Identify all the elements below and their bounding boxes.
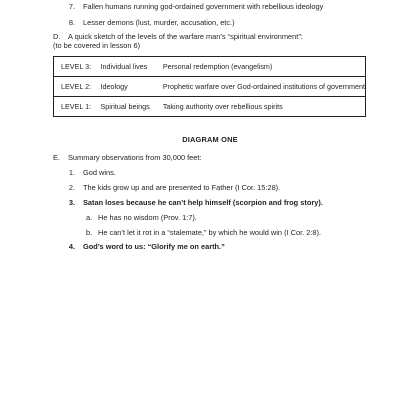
summary-item-3: Satan loses because he can’t help himself (scorpion and frog story). xyxy=(83,198,323,207)
level-description: Personal redemption (evangelism) xyxy=(163,57,366,77)
list-number-8: 8. xyxy=(68,18,75,27)
level-label: LEVEL 2: xyxy=(54,77,101,97)
level-name: Spiritual beings xyxy=(101,97,163,117)
list-item-8-text: Lesser demons (lust, murder, accusation, etc.) xyxy=(83,18,235,27)
subitem-b-text: He can’t let it rot in a “stalemate,” by which he would win (I Cor. 2:8). xyxy=(98,228,322,237)
level-description: Prophetic warfare over God-ordained institutions of government xyxy=(163,77,366,97)
section-d-marker: D. xyxy=(53,32,61,41)
summary-number-2: 2. xyxy=(68,183,75,192)
level-name: Individual lives xyxy=(101,57,163,77)
level-description: Taking authority over rebellious spirits xyxy=(163,97,366,117)
summary-number-1: 1. xyxy=(68,168,75,177)
summary-number-3: 3. xyxy=(68,198,75,207)
summary-item-1: God wins. xyxy=(83,168,116,177)
table-row xyxy=(54,57,366,77)
subitem-marker-b: b. xyxy=(86,228,93,237)
section-e-heading: Summary observations from 30,000 feet: xyxy=(68,153,202,162)
table-row xyxy=(54,77,366,97)
summary-item-4: God’s word to us: “Glorify me on earth.” xyxy=(83,242,225,251)
list-item-7-text: Fallen humans running god-ordained government with rebellious ideology xyxy=(83,2,324,11)
section-d-heading: A quick sketch of the levels of the warfare man’s “spiritual environment”: xyxy=(68,32,303,41)
levels-table xyxy=(53,56,366,117)
subitem-a-text: He has no wisdom (Prov. 1:7). xyxy=(98,213,197,222)
table-row xyxy=(54,97,366,117)
section-e-marker: E. xyxy=(53,153,60,162)
level-name: Ideology xyxy=(101,77,163,97)
level-label: LEVEL 3: xyxy=(54,57,101,77)
section-d-note: (to be covered in lesson 6) xyxy=(53,41,141,50)
summary-number-4: 4. xyxy=(68,242,75,251)
list-number-7: 7. xyxy=(68,2,75,11)
level-label: LEVEL 1: xyxy=(54,97,101,117)
diagram-title: DIAGRAM ONE xyxy=(182,135,238,144)
subitem-marker-a: a. xyxy=(86,213,93,222)
summary-item-2: The kids grow up and are presented to Father (I Cor. 15:28). xyxy=(83,183,281,192)
